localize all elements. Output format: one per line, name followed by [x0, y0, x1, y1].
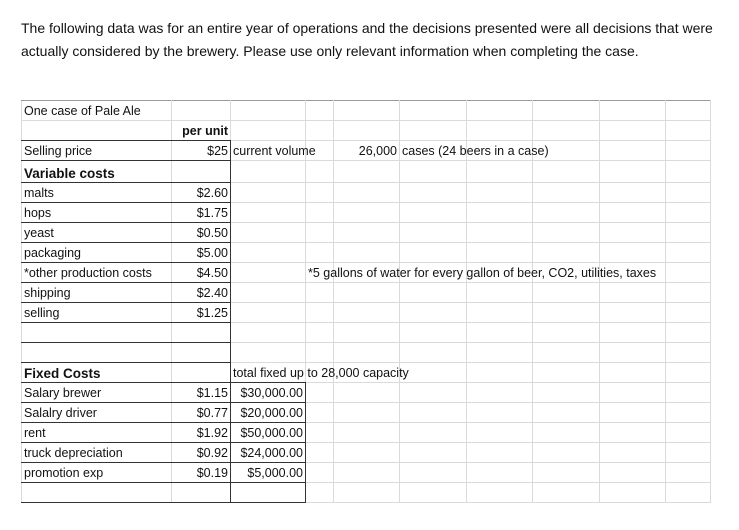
- sheet-row: [22, 323, 711, 343]
- cell[interactable]: shipping: [22, 283, 172, 303]
- cell[interactable]: $24,000.00: [231, 443, 306, 463]
- cell[interactable]: [666, 243, 711, 263]
- cell[interactable]: [306, 323, 334, 343]
- cell[interactable]: One case of Pale Ale: [22, 101, 172, 121]
- cell[interactable]: [400, 183, 467, 203]
- sheet-row: [22, 403, 711, 423]
- cell[interactable]: [600, 463, 666, 483]
- cell[interactable]: [172, 323, 231, 343]
- cell[interactable]: [400, 121, 467, 141]
- cell[interactable]: $1.25: [172, 303, 231, 323]
- cell[interactable]: [533, 303, 600, 323]
- cell[interactable]: [231, 203, 306, 223]
- cell[interactable]: [306, 463, 334, 483]
- cell[interactable]: [467, 161, 533, 183]
- cell[interactable]: [231, 161, 306, 183]
- cell[interactable]: [533, 183, 600, 203]
- cell[interactable]: [306, 183, 334, 203]
- cell[interactable]: [600, 161, 666, 183]
- cell[interactable]: [467, 483, 533, 503]
- cell[interactable]: promotion exp: [22, 463, 172, 483]
- sheet-row: [22, 343, 711, 363]
- cell[interactable]: [334, 423, 400, 443]
- cell[interactable]: [533, 463, 600, 483]
- cell[interactable]: [467, 243, 533, 263]
- cell[interactable]: [400, 443, 467, 463]
- cell[interactable]: [666, 121, 711, 141]
- cell[interactable]: [666, 403, 711, 423]
- cell[interactable]: [666, 383, 711, 403]
- cell[interactable]: [600, 443, 666, 463]
- cell[interactable]: [666, 101, 711, 121]
- cell[interactable]: [334, 463, 400, 483]
- cell[interactable]: [22, 121, 172, 141]
- cell[interactable]: [600, 183, 666, 203]
- cell[interactable]: [306, 443, 334, 463]
- cell[interactable]: [22, 343, 172, 363]
- cell[interactable]: [172, 161, 231, 183]
- cell[interactable]: total fixed up to 28,000 capacity: [231, 363, 306, 383]
- cell[interactable]: [400, 343, 467, 363]
- cell[interactable]: [600, 141, 666, 161]
- cell[interactable]: [666, 423, 711, 443]
- cell[interactable]: [334, 323, 400, 343]
- cell[interactable]: [533, 383, 600, 403]
- cell[interactable]: [334, 203, 400, 223]
- cell[interactable]: [334, 223, 400, 243]
- cell[interactable]: [533, 223, 600, 243]
- case-instructions: The following data was for an entire year of operations and the decisions presented were all decisions that were actually considered by the brewery. Please use only relevant information when completing the case.: [21, 20, 713, 59]
- cell[interactable]: [334, 343, 400, 363]
- cell[interactable]: $30,000.00: [231, 383, 306, 403]
- cell[interactable]: [467, 203, 533, 223]
- cell[interactable]: [400, 383, 467, 403]
- cell[interactable]: [400, 283, 467, 303]
- cell[interactable]: [231, 303, 306, 323]
- cell[interactable]: current volume: [231, 141, 306, 161]
- cell[interactable]: [666, 203, 711, 223]
- sheet-row: [22, 283, 711, 303]
- cell[interactable]: $1.15: [172, 383, 231, 403]
- cell[interactable]: [467, 303, 533, 323]
- cell[interactable]: [600, 363, 666, 383]
- cell[interactable]: [306, 343, 334, 363]
- cell[interactable]: [334, 121, 400, 141]
- cell[interactable]: [400, 303, 467, 323]
- cell[interactable]: $0.50: [172, 223, 231, 243]
- cell[interactable]: [400, 323, 467, 343]
- cell[interactable]: [533, 403, 600, 423]
- cell[interactable]: [400, 243, 467, 263]
- cell[interactable]: [306, 423, 334, 443]
- cell[interactable]: $50,000.00: [231, 423, 306, 443]
- cell[interactable]: [467, 323, 533, 343]
- cell[interactable]: yeast: [22, 223, 172, 243]
- cell[interactable]: [400, 403, 467, 423]
- cell[interactable]: $0.77: [172, 403, 231, 423]
- cell[interactable]: [306, 223, 334, 243]
- sheet-row: [22, 483, 711, 503]
- cell[interactable]: $25: [172, 141, 231, 161]
- cell[interactable]: $0.19: [172, 463, 231, 483]
- sheet-row: [22, 161, 711, 183]
- cell[interactable]: [306, 243, 334, 263]
- sheet-row: [22, 183, 711, 203]
- cell[interactable]: [467, 363, 533, 383]
- cell[interactable]: [22, 323, 172, 343]
- sheet-row: [22, 101, 711, 121]
- cell[interactable]: [600, 383, 666, 403]
- cell[interactable]: $20,000.00: [231, 403, 306, 423]
- cell[interactable]: [231, 343, 306, 363]
- cell[interactable]: malts: [22, 183, 172, 203]
- cell[interactable]: [467, 403, 533, 423]
- cell[interactable]: [600, 483, 666, 503]
- cell[interactable]: [334, 243, 400, 263]
- cell[interactable]: [306, 283, 334, 303]
- cell[interactable]: [666, 263, 711, 283]
- cell[interactable]: [467, 383, 533, 403]
- cell[interactable]: [600, 121, 666, 141]
- cell[interactable]: Selling price: [22, 141, 172, 161]
- cell[interactable]: [666, 343, 711, 363]
- cell[interactable]: [666, 183, 711, 203]
- cell[interactable]: [533, 243, 600, 263]
- sheet-row: [22, 443, 711, 463]
- cell[interactable]: [467, 423, 533, 443]
- cell[interactable]: per unit: [172, 121, 231, 141]
- cell[interactable]: [600, 343, 666, 363]
- cell[interactable]: [467, 121, 533, 141]
- cell[interactable]: [172, 363, 231, 383]
- cell[interactable]: $1.75: [172, 203, 231, 223]
- cell[interactable]: [306, 121, 334, 141]
- cell[interactable]: [334, 383, 400, 403]
- cell[interactable]: [400, 161, 467, 183]
- cell[interactable]: [22, 483, 172, 503]
- cell[interactable]: Variable costs: [22, 161, 172, 183]
- cell[interactable]: [666, 363, 711, 383]
- sheet-row: [22, 203, 711, 223]
- cell[interactable]: *5 gallons of water for every gallon of beer, CO2, utilities, taxes: [306, 263, 334, 283]
- cell[interactable]: [231, 223, 306, 243]
- cell[interactable]: Fixed Costs: [22, 363, 172, 383]
- cell[interactable]: [467, 223, 533, 243]
- cell[interactable]: 26,000: [334, 141, 400, 161]
- cell[interactable]: [400, 363, 467, 383]
- sheet-row: [22, 463, 711, 483]
- cell[interactable]: [533, 363, 600, 383]
- cell[interactable]: [400, 423, 467, 443]
- cell[interactable]: [533, 483, 600, 503]
- cell[interactable]: [306, 403, 334, 423]
- sheet-row: [22, 141, 711, 161]
- cell[interactable]: [334, 183, 400, 203]
- cell[interactable]: [600, 203, 666, 223]
- cell[interactable]: [666, 223, 711, 243]
- sheet-row: [22, 243, 711, 263]
- cell[interactable]: [334, 101, 400, 121]
- cell[interactable]: $2.60: [172, 183, 231, 203]
- cell[interactable]: [600, 283, 666, 303]
- cell[interactable]: [666, 283, 711, 303]
- cell[interactable]: [533, 161, 600, 183]
- cell[interactable]: [400, 483, 467, 503]
- cell[interactable]: [666, 483, 711, 503]
- cell[interactable]: [600, 101, 666, 121]
- cell[interactable]: [467, 463, 533, 483]
- cell[interactable]: $5.00: [172, 243, 231, 263]
- cell[interactable]: [172, 101, 231, 121]
- cell[interactable]: [334, 283, 400, 303]
- cell[interactable]: hops: [22, 203, 172, 223]
- cell[interactable]: [231, 121, 306, 141]
- cell[interactable]: [306, 101, 334, 121]
- cell[interactable]: [533, 343, 600, 363]
- cell[interactable]: [600, 223, 666, 243]
- cell[interactable]: [400, 223, 467, 243]
- cell[interactable]: [533, 203, 600, 223]
- cell[interactable]: [306, 203, 334, 223]
- cell[interactable]: [600, 303, 666, 323]
- cell[interactable]: $5,000.00: [231, 463, 306, 483]
- cell[interactable]: cases (24 beers in a case): [400, 141, 467, 161]
- cell[interactable]: [231, 323, 306, 343]
- cell[interactable]: [666, 463, 711, 483]
- cell[interactable]: [400, 203, 467, 223]
- cell[interactable]: [306, 483, 334, 503]
- cell[interactable]: $2.40: [172, 283, 231, 303]
- cell[interactable]: [600, 403, 666, 423]
- cell[interactable]: [533, 423, 600, 443]
- cell[interactable]: [666, 443, 711, 463]
- cell[interactable]: [334, 483, 400, 503]
- sheet-row: [22, 303, 711, 323]
- cell[interactable]: *other production costs: [22, 263, 172, 283]
- spreadsheet-grid: [21, 100, 711, 503]
- cell[interactable]: [666, 323, 711, 343]
- cell[interactable]: $4.50: [172, 263, 231, 283]
- cell[interactable]: Salalry driver: [22, 403, 172, 423]
- cell[interactable]: [334, 303, 400, 323]
- cell[interactable]: rent: [22, 423, 172, 443]
- cell[interactable]: [533, 283, 600, 303]
- cell[interactable]: packaging: [22, 243, 172, 263]
- cell[interactable]: $1.92: [172, 423, 231, 443]
- cell[interactable]: [231, 183, 306, 203]
- cell[interactable]: selling: [22, 303, 172, 323]
- cell[interactable]: [231, 263, 306, 283]
- cell[interactable]: [467, 443, 533, 463]
- cell[interactable]: [334, 443, 400, 463]
- cell[interactable]: [400, 463, 467, 483]
- cell[interactable]: [533, 443, 600, 463]
- cell[interactable]: [334, 403, 400, 423]
- cell[interactable]: [600, 423, 666, 443]
- cell[interactable]: [334, 161, 400, 183]
- cell[interactable]: truck depreciation: [22, 443, 172, 463]
- cell[interactable]: [306, 303, 334, 323]
- cell[interactable]: [533, 121, 600, 141]
- cell[interactable]: [231, 483, 306, 503]
- cell[interactable]: [600, 323, 666, 343]
- cell[interactable]: [600, 243, 666, 263]
- cell[interactable]: [666, 161, 711, 183]
- sheet-row: [22, 263, 711, 283]
- cell[interactable]: [231, 283, 306, 303]
- sheet-row: [22, 223, 711, 243]
- sheet-row: [22, 423, 711, 443]
- cell[interactable]: [467, 343, 533, 363]
- cell[interactable]: [231, 243, 306, 263]
- cell[interactable]: [666, 303, 711, 323]
- cell[interactable]: [231, 101, 306, 121]
- cell[interactable]: [172, 483, 231, 503]
- sheet-row: [22, 121, 711, 141]
- cell[interactable]: [467, 283, 533, 303]
- cell[interactable]: [467, 183, 533, 203]
- cell[interactable]: [172, 343, 231, 363]
- cell[interactable]: [400, 101, 467, 121]
- sheet-row: [22, 383, 711, 403]
- cell[interactable]: Salary brewer: [22, 383, 172, 403]
- cell[interactable]: $0.92: [172, 443, 231, 463]
- cell[interactable]: [533, 101, 600, 121]
- cell[interactable]: [666, 141, 711, 161]
- cell[interactable]: [306, 383, 334, 403]
- cell[interactable]: [467, 101, 533, 121]
- sheet-row: [22, 363, 711, 383]
- cell[interactable]: [306, 161, 334, 183]
- cell[interactable]: [533, 323, 600, 343]
